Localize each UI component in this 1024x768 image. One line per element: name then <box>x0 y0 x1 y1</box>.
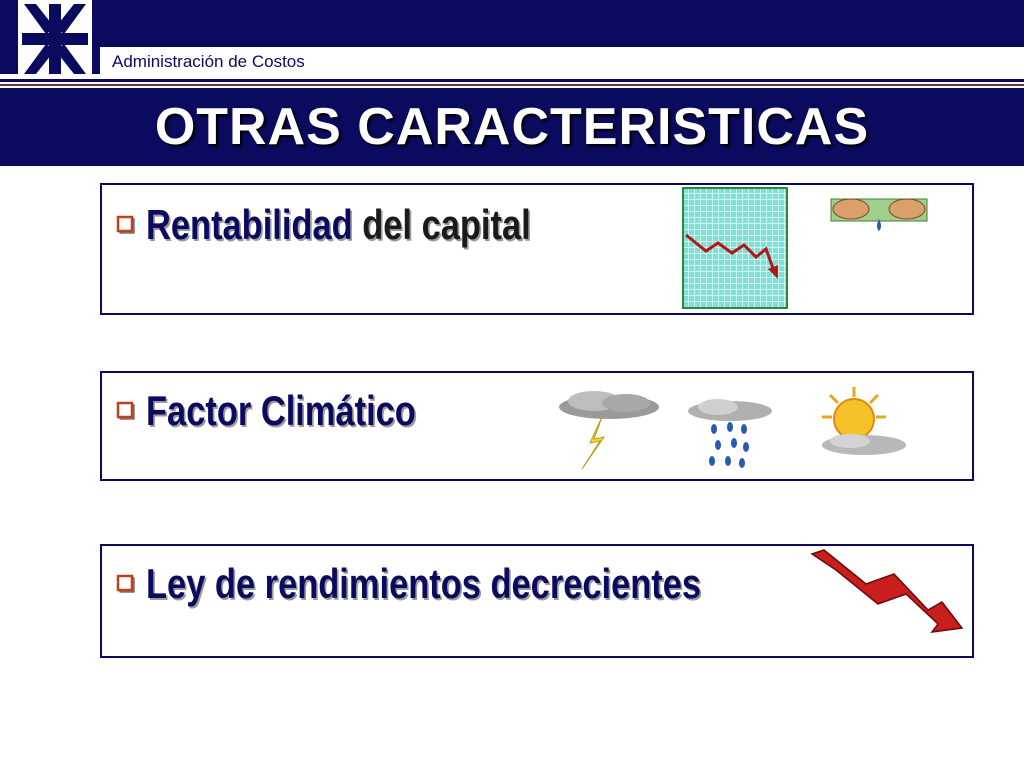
checkbox-bullet-icon <box>116 574 136 594</box>
falling-arrow-icon <box>806 548 968 634</box>
item-label-ley-rendimientos: Ley de rendimientos decrecientes <box>146 560 702 607</box>
sun-cloud-icon <box>810 385 910 465</box>
header-rule <box>0 79 1024 82</box>
bullet-row-ley-rendimientos <box>116 560 823 608</box>
item-label-rentabilidad <box>146 201 531 249</box>
bullet-row-factor-climatico <box>116 387 475 435</box>
checkbox-bullet-icon <box>116 215 136 235</box>
item-label-factor-climatico: Factor Climático <box>146 387 416 434</box>
declining-chart-icon <box>682 187 788 309</box>
presentation-subtitle: Administración de Costos <box>112 52 305 71</box>
item-label-part2: del capital <box>362 201 531 248</box>
header-rule-accent <box>0 84 1024 86</box>
slide-title: OTRAS CARACTERISTICAS <box>154 98 870 156</box>
item-box-rentabilidad <box>100 183 974 315</box>
item-label-part1: Rentabilidad <box>146 201 353 248</box>
item-box-factor-climatico <box>100 371 974 481</box>
checkbox-bullet-icon <box>116 401 136 421</box>
university-logo-icon <box>18 0 92 78</box>
rain-cloud-icon <box>684 397 776 477</box>
wrung-money-icon <box>827 193 931 233</box>
bullet-row-rentabilidad <box>116 201 615 249</box>
storm-cloud-icon <box>554 387 664 471</box>
